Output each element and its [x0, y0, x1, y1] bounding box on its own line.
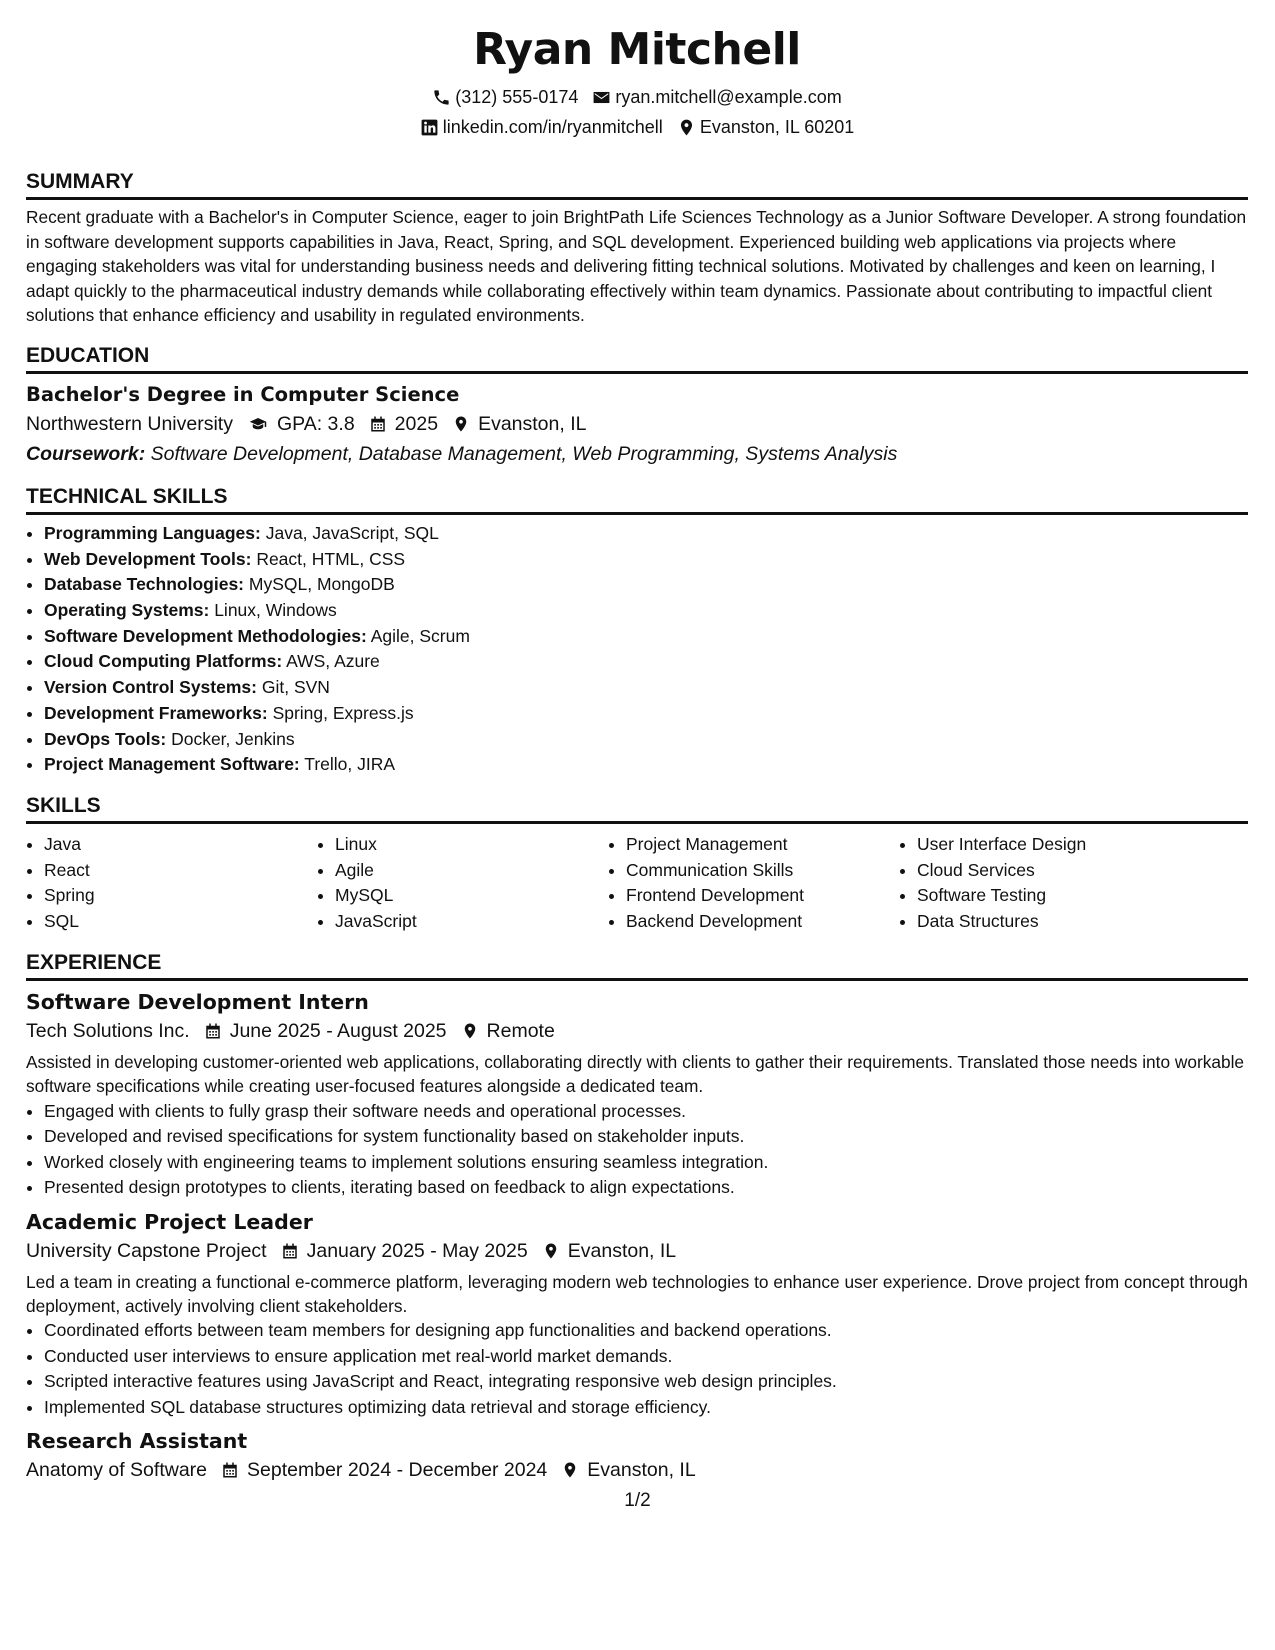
org-name: Anatomy of Software [26, 1459, 208, 1482]
list-item: • Project Management [626, 832, 899, 858]
list-item: • Developed and revised specifications for system functionality based on stakeholder inputs. [44, 1124, 1248, 1150]
skill-label: Programming Languages: [44, 522, 261, 543]
skill-value: React, HTML, CSS [256, 548, 406, 569]
education-location-text: Evanston, IL [478, 412, 587, 435]
job-bullets [26, 1099, 1248, 1201]
job-meta [26, 1016, 1248, 1046]
list-item: • Software Testing [917, 883, 1190, 909]
list-item: • Data Structures [917, 909, 1190, 935]
job-dates [204, 1016, 447, 1046]
job-org [26, 1016, 190, 1046]
list-item: • Scripted interactive features using JavaScript and React, integrating responsive web design principles. [44, 1369, 1248, 1395]
map-marker-icon [452, 415, 470, 433]
graduation-cap-icon [247, 415, 269, 433]
skill-value: Agile, Scrum [370, 625, 470, 646]
contact-email[interactable] [592, 82, 841, 112]
year-text: 2025 [394, 412, 439, 435]
list-item: • Coordinated efforts between team members for designing app functionalities and backend operations. [44, 1318, 1248, 1344]
section-title-education: EDUCATION [26, 342, 1248, 374]
education-meta [26, 409, 1248, 439]
linkedin-icon [420, 118, 439, 137]
degree-title: Bachelor's Degree in Computer Science [26, 382, 460, 406]
section-title-skills: SKILLS [26, 792, 1248, 824]
job-location [561, 1455, 695, 1485]
skill-label: Version Control Systems: [44, 677, 257, 698]
contact-linkedin[interactable] [420, 112, 663, 142]
list-item: • Worked closely with engineering teams to implement solutions ensuring seamless integration. [44, 1150, 1248, 1176]
skill-value: Git, SVN [261, 677, 330, 698]
school [26, 409, 233, 439]
contact-phone [432, 82, 578, 112]
list-item: • Spring [44, 883, 317, 909]
list-item: • Frontend Development [626, 883, 899, 909]
map-marker-icon [542, 1242, 560, 1260]
calendar-icon [281, 1242, 299, 1260]
calendar-icon [369, 415, 387, 433]
linkedin-text: linkedin.com/in/ryanmitchell [442, 117, 663, 137]
list-item [44, 727, 1248, 753]
section-title-experience: EXPERIENCE [26, 949, 1248, 981]
job-dates [281, 1236, 528, 1266]
list-item [44, 675, 1248, 701]
candidate-name: Ryan Mitchell [473, 24, 801, 75]
map-marker-icon [677, 118, 696, 137]
calendar-icon [221, 1461, 239, 1479]
list-item: • Backend Development [626, 909, 899, 935]
calendar-icon [204, 1022, 222, 1040]
section-title-summary: SUMMARY [26, 168, 1248, 200]
list-item [44, 598, 1248, 624]
list-item: • MySQL [335, 883, 608, 909]
gpa-text: GPA: 3.8 [276, 412, 355, 435]
list-item: • User Interface Design [917, 832, 1190, 858]
job-location [461, 1016, 555, 1046]
phone-icon [432, 88, 451, 107]
list-item: • JavaScript [335, 909, 608, 935]
job-location [542, 1236, 676, 1266]
skill-value: AWS, Azure [286, 651, 380, 672]
list-item: • Engaged with clients to fully grasp their software needs and operational processes. [44, 1099, 1248, 1125]
list-item [44, 572, 1248, 598]
section-title-technical-skills: TECHNICAL SKILLS [26, 483, 1248, 515]
location-text: Remote [486, 1019, 555, 1042]
job-description: Assisted in developing customer-oriented web applications, collaborating directly with clients to gather their requirements. Translated those needs into workable software specifications while creating user-focused features alongside a dedicated team. [26, 1051, 1245, 1097]
location-text: Evanston, IL 60201 [699, 117, 855, 137]
dates-text: January 2025 - May 2025 [306, 1239, 528, 1262]
list-item: • Agile [335, 858, 608, 884]
contact-line-1 [26, 82, 1248, 112]
skill-label: Operating Systems: [44, 600, 210, 621]
skill-label: Web Development Tools: [44, 548, 252, 569]
job-meta [26, 1236, 1248, 1266]
dates-text: September 2024 - December 2024 [247, 1459, 548, 1482]
job-org [26, 1236, 267, 1266]
list-item: • Linux [335, 832, 608, 858]
skill-label: DevOps Tools: [44, 728, 167, 749]
coursework-label: Coursework: [26, 442, 146, 465]
skill-label: Project Management Software: [44, 754, 300, 775]
list-item: • SQL [44, 909, 317, 935]
skills-column-2 [317, 832, 608, 935]
page-number: 1/2 [624, 1490, 651, 1511]
job-title: Academic Project Leader [26, 1209, 313, 1234]
list-item [44, 521, 1248, 547]
technical-skills-list [26, 521, 1248, 778]
list-item [44, 752, 1248, 778]
location-text: Evanston, IL [567, 1239, 677, 1262]
location-text: Evanston, IL [587, 1459, 696, 1482]
coursework [26, 439, 1248, 469]
job-title: Software Development Intern [26, 989, 369, 1014]
job-description: Led a team in creating a functional e-commerce platform, leveraging modern web technologies to enhance user experience. Drove project from concept through deployment, actively involving client stakeholders. [26, 1271, 1248, 1317]
job-title: Research Assistant [26, 1429, 248, 1454]
skills-column-4 [899, 832, 1190, 935]
gpa [247, 409, 355, 439]
skill-value: Linux, Windows [214, 600, 337, 621]
graduation-year [369, 409, 438, 439]
skill-value: MySQL, MongoDB [248, 574, 395, 595]
skills-grid [26, 832, 1248, 935]
phone-text: (312) 555-0174 [455, 87, 579, 107]
skill-value: Spring, Express.js [272, 702, 414, 723]
list-item [44, 547, 1248, 573]
skill-label: Database Technologies: [44, 574, 245, 595]
list-item: • Conducted user interviews to ensure application met real-world market demands. [44, 1344, 1248, 1370]
map-marker-icon [561, 1461, 579, 1479]
map-marker-icon [461, 1022, 479, 1040]
skill-label: Cloud Computing Platforms: [44, 651, 283, 672]
coursework-list: Software Development, Database Management, Web Programming, Systems Analysis [150, 442, 898, 465]
skills-column-3 [608, 832, 899, 935]
list-item [44, 624, 1248, 650]
job-org [26, 1455, 207, 1485]
envelope-icon [592, 88, 611, 107]
dates-text: June 2025 - August 2025 [229, 1019, 447, 1042]
list-item: • React [44, 858, 317, 884]
contact-location [677, 112, 854, 142]
email-text: ryan.mitchell@example.com [615, 87, 842, 107]
skill-value: Java, JavaScript, SQL [265, 522, 439, 543]
job-meta [26, 1455, 1248, 1485]
list-item: • Cloud Services [917, 858, 1190, 884]
skills-column-1 [26, 832, 317, 935]
list-item [44, 649, 1248, 675]
list-item: • Java [44, 832, 317, 858]
summary-text: Recent graduate with a Bachelor's in Computer Science, eager to join BrightPath Life Sciences Technology as a Junior Software Developer. A strong foundation in software development supports capabilities in Java, React, Spring, and SQL development. Experienced building web applications via projects where engaging stakeholders was vital for understanding business needs and delivering fitting technical solutions. Motivated by challenges and keen on learning, I adapt quickly to the pharmaceutical industry demands while collaborating effectively within team dynamics. Passionate about contributing to impactful client solutions that enhance efficiency and usability in regulated environments. [26, 207, 1247, 326]
skill-value: Docker, Jenkins [171, 728, 295, 749]
education-location [452, 409, 586, 439]
job-bullets [26, 1318, 1248, 1420]
skill-label: Software Development Methodologies: [44, 625, 367, 646]
org-name: University Capstone Project [26, 1239, 267, 1262]
contact-line-2 [26, 112, 1248, 142]
skill-value: Trello, JIRA [304, 754, 396, 775]
job-dates [221, 1455, 547, 1485]
list-item: • Communication Skills [626, 858, 899, 884]
skill-label: Development Frameworks: [44, 702, 268, 723]
list-item [44, 701, 1248, 727]
org-name: Tech Solutions Inc. [26, 1019, 190, 1042]
resume-page [26, 0, 1248, 1485]
school-name: Northwestern University [26, 412, 233, 435]
list-item: • Implemented SQL database structures optimizing data retrieval and storage efficiency. [44, 1395, 1248, 1421]
list-item: • Presented design prototypes to clients, iterating based on feedback to align expectations. [44, 1175, 1248, 1201]
